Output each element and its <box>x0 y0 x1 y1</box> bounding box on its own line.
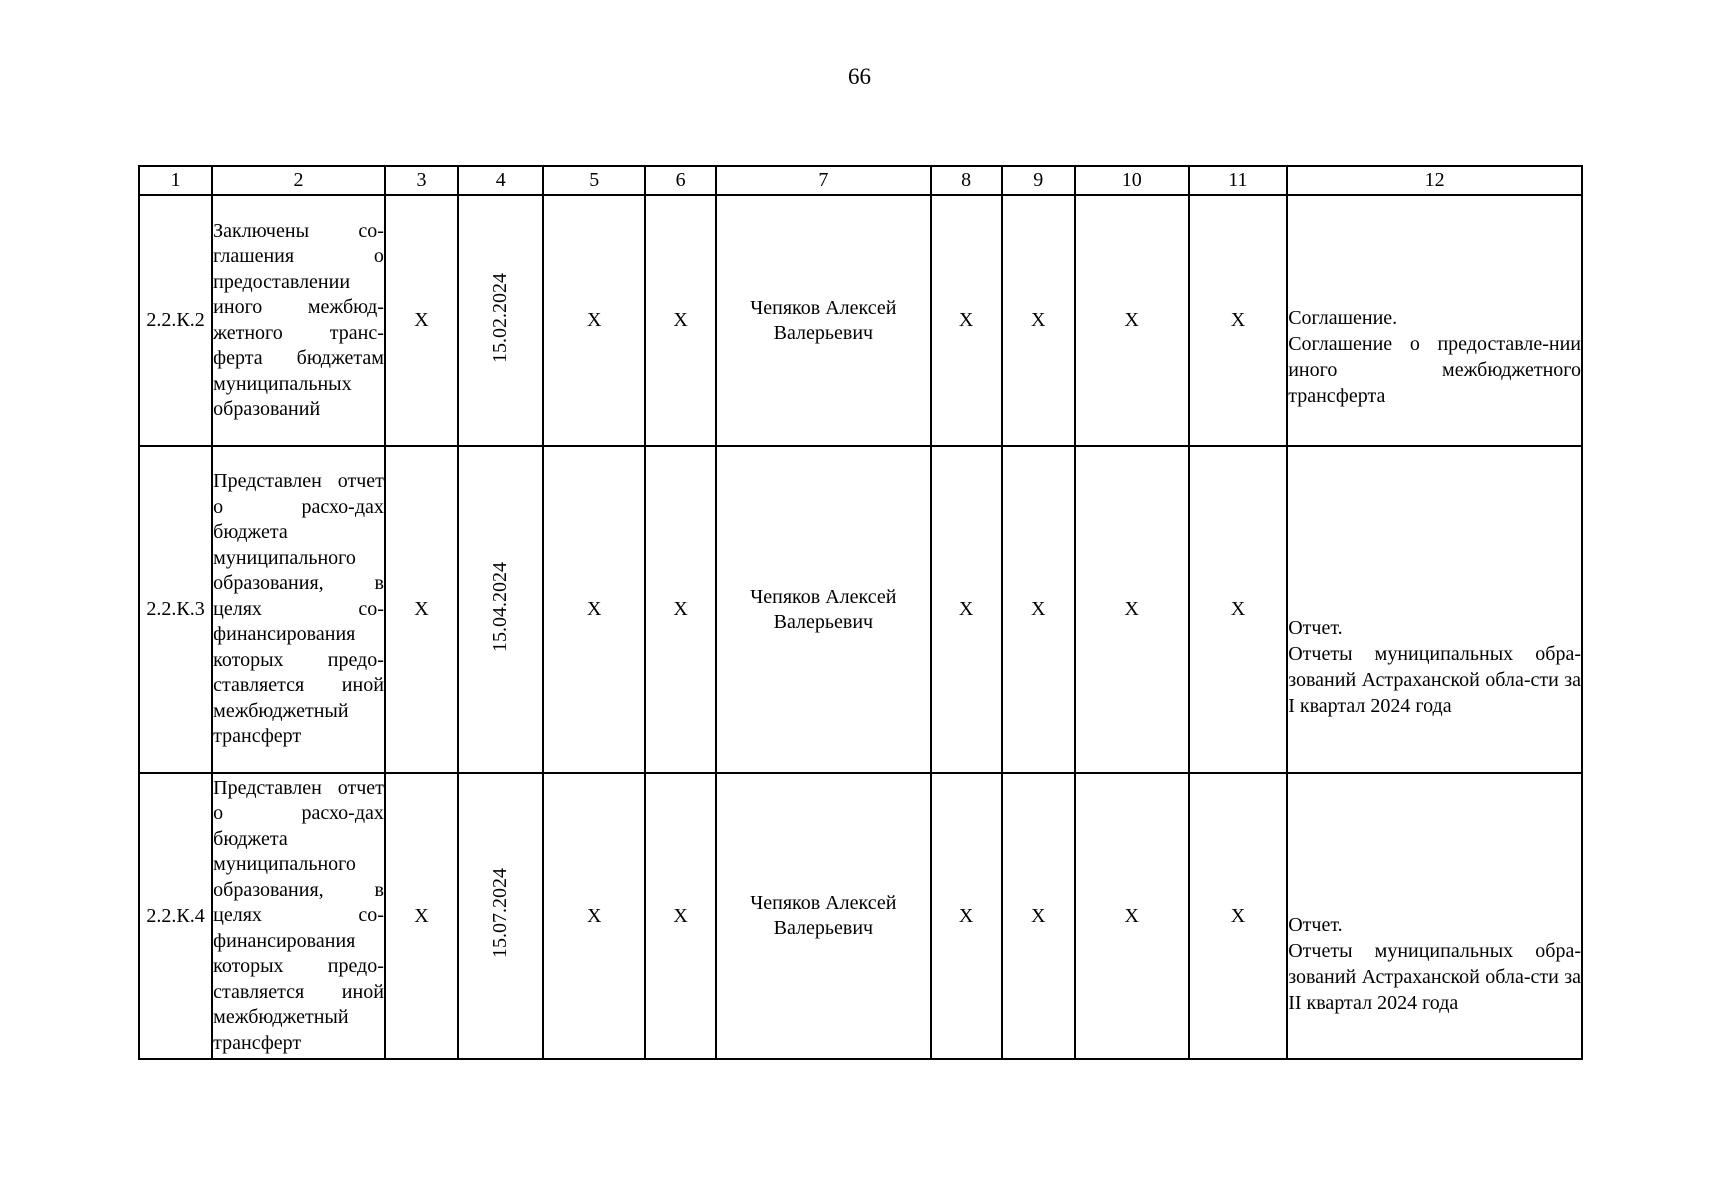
row-code: 2.2.К.3 <box>139 446 212 773</box>
mark-cell: Х <box>543 446 645 773</box>
row-description: Заключены со-глашения о предоставлении иного межбюд-жетного транс-ферта бюджетам муниципальных образований <box>212 195 385 446</box>
column-header: 10 <box>1075 166 1189 195</box>
mark-cell: Х <box>385 195 458 446</box>
column-header: 2 <box>212 166 385 195</box>
row-code: 2.2.К.2 <box>139 195 212 446</box>
mark-cell: Х <box>543 195 645 446</box>
table-row <box>139 446 1582 773</box>
mark-cell: Х <box>931 446 1002 773</box>
column-header: 4 <box>458 166 543 195</box>
mark-cell: Х <box>931 195 1002 446</box>
column-header: 9 <box>1002 166 1075 195</box>
responsible-person: Чепяков Алексей Валерьевич <box>716 446 930 773</box>
control-date: 15.07.2024 <box>489 868 512 958</box>
control-date: 15.04.2024 <box>489 561 512 652</box>
result-title: Соглашение. <box>1288 306 1398 329</box>
row-description: Представлен отчет о расхо-дах бюджета муниципального образования, в целях со-финансирования которых предо-ставляется иной межбюджетный трансферт <box>212 446 385 773</box>
mark-cell: Х <box>1075 195 1189 446</box>
result-cell <box>1287 446 1582 773</box>
table-row <box>139 773 1582 1059</box>
mark-cell: Х <box>385 773 458 1059</box>
date-cell <box>458 773 543 1059</box>
control-date: 15.02.2024 <box>489 272 512 363</box>
mark-cell: Х <box>1075 773 1189 1059</box>
responsible-person: Чепяков Алексей Валерьевич <box>716 195 930 446</box>
page-number: 66 <box>848 64 871 89</box>
mark-cell: Х <box>385 446 458 773</box>
column-header: 1 <box>139 166 212 195</box>
column-header: 3 <box>385 166 458 195</box>
mark-cell: Х <box>1002 773 1075 1059</box>
mark-cell: Х <box>645 773 716 1059</box>
header-row <box>139 166 1582 195</box>
mark-cell: Х <box>1002 195 1075 446</box>
table-row <box>139 195 1582 446</box>
column-header: 5 <box>543 166 645 195</box>
result-title: Отчет. <box>1288 913 1343 936</box>
mark-cell: Х <box>1075 446 1189 773</box>
result-text: Отчеты муниципальных обра-зований Астраханской обла-сти за II квартал 2024 года <box>1288 939 1581 1014</box>
result-text: Отчеты муниципальных обра-зований Астраханской обла-сти за I квартал 2024 года <box>1288 643 1581 717</box>
date-cell <box>458 195 543 446</box>
column-header: 11 <box>1189 166 1288 195</box>
result-cell <box>1287 773 1582 1059</box>
mark-cell: Х <box>931 773 1002 1059</box>
mark-cell: Х <box>1189 195 1288 446</box>
row-code: 2.2.К.4 <box>139 773 212 1059</box>
plan-table <box>138 165 1583 1060</box>
mark-cell: Х <box>645 446 716 773</box>
column-header: 7 <box>716 166 930 195</box>
mark-cell: Х <box>1002 446 1075 773</box>
mark-cell: Х <box>543 773 645 1059</box>
column-header: 12 <box>1287 166 1582 195</box>
result-text: Соглашение о предоставле-нии иного межбюджетного трансферта <box>1288 332 1581 407</box>
date-cell <box>458 446 543 773</box>
result-title: Отчет. <box>1288 617 1343 639</box>
responsible-person: Чепяков Алексей Валерьевич <box>716 773 930 1059</box>
mark-cell: Х <box>1189 773 1288 1059</box>
mark-cell: Х <box>1189 446 1288 773</box>
mark-cell: Х <box>645 195 716 446</box>
column-header: 8 <box>931 166 1002 195</box>
column-header: 6 <box>645 166 716 195</box>
result-cell <box>1287 195 1582 446</box>
row-description: Представлен отчет о расхо-дах бюджета муниципального образования, в целях со-финансирования которых предо-ставляется иной межбюджетный трансферт <box>212 773 385 1059</box>
